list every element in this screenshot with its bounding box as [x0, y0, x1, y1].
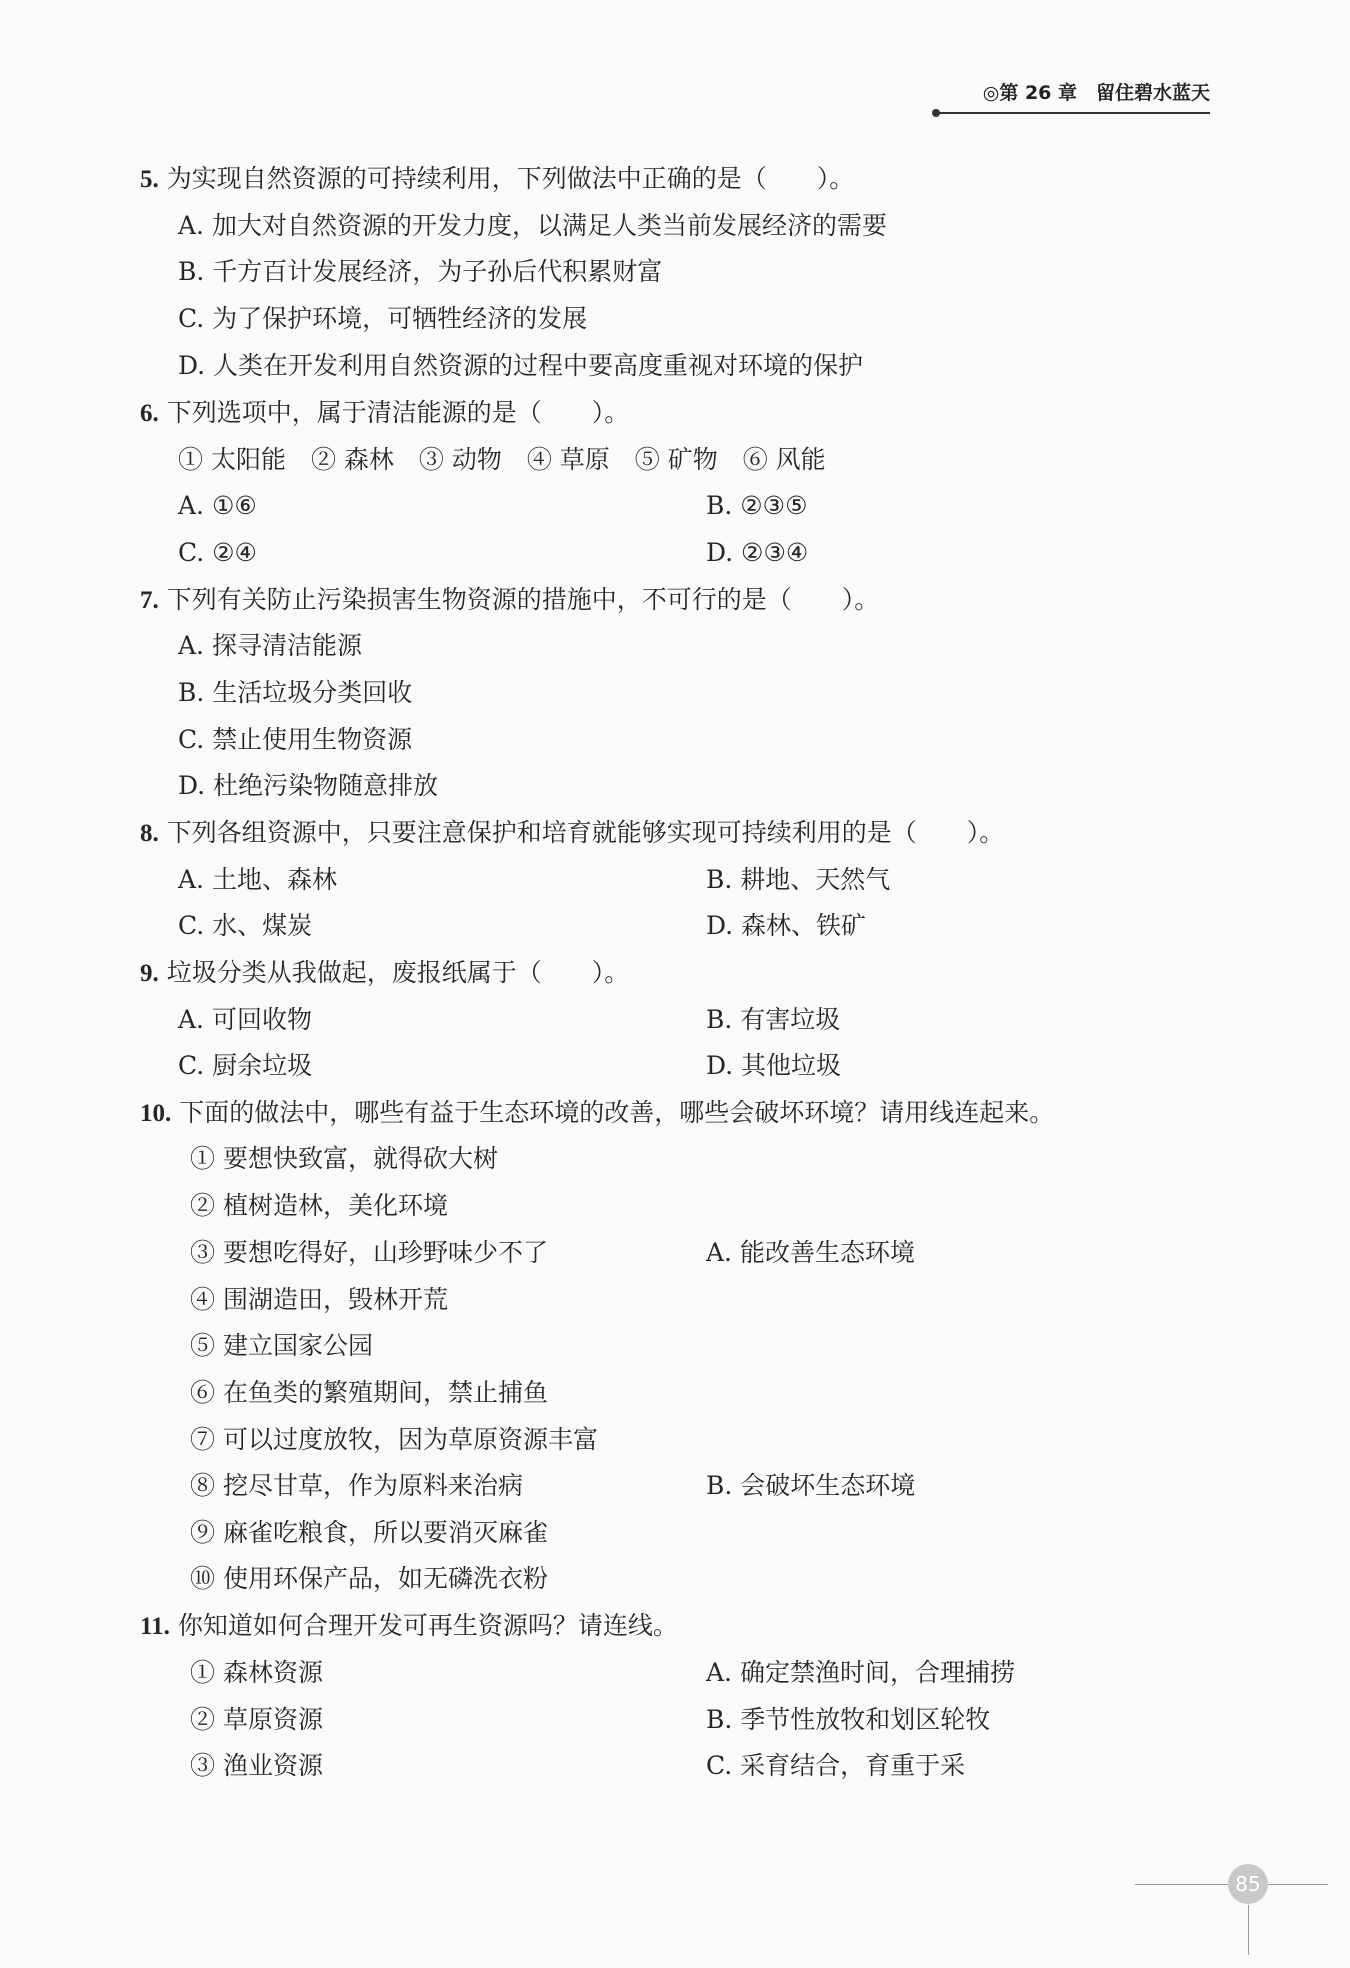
page-number-rule-left: [1135, 1884, 1230, 1885]
question-9-stem: [140, 957, 629, 990]
q5-option-b: B. 千方百计发展经济，为子孙后代积累财富: [178, 257, 663, 286]
q5-option-d: D. 人类在开发利用自然资源的过程中要高度重视对环境的保护: [178, 351, 864, 380]
question-8-number: 8.: [140, 820, 159, 847]
q11-target-b: B. 季节性放牧和划区轮牧: [706, 1705, 991, 1734]
q5-option-c: C. 为了保护环境，可牺牲经济的发展: [178, 304, 588, 333]
q7-option-c: C. 禁止使用生物资源: [178, 725, 413, 754]
q7-option-b: B. 生活垃圾分类回收: [178, 678, 413, 707]
question-9-text: 垃圾分类从我做起，废报纸属于（ ）。: [166, 958, 630, 987]
question-5-stem: [140, 163, 854, 196]
q10-target-b: B. 会破坏生态环境: [706, 1471, 916, 1500]
q10-item-7: ⑦ 可以过度放牧，因为草原资源丰富: [190, 1425, 598, 1454]
question-10-text: 下面的做法中，哪些有益于生态环境的改善，哪些会破坏环境？请用线连起来。: [179, 1098, 1055, 1127]
q11-item-2: ② 草原资源: [190, 1705, 323, 1734]
q10-item-9: ⑨ 麻雀吃粮食，所以要消灭麻雀: [190, 1518, 548, 1547]
question-10-stem: [140, 1097, 1054, 1130]
q10-item-4: ④ 围湖造田，毁林开荒: [190, 1285, 448, 1314]
q10-item-5: ⑤ 建立国家公园: [190, 1331, 373, 1360]
question-7-number: 7.: [140, 587, 159, 614]
question-9-number: 9.: [140, 960, 159, 987]
question-11-stem: [140, 1610, 678, 1643]
question-7-text: 下列有关防止污染损害生物资源的措施中，不可行的是（ ）。: [166, 585, 880, 614]
q7-option-a: A. 探寻清洁能源: [178, 631, 362, 660]
q8-option-a: A. 土地、森林: [178, 865, 337, 894]
q10-item-2: ② 植树造林，美化环境: [190, 1191, 448, 1220]
page-number: 85: [1228, 1864, 1268, 1904]
q6-option-c: C. ②④: [178, 538, 257, 567]
question-10-number: 10.: [140, 1100, 172, 1127]
q10-item-6: ⑥ 在鱼类的繁殖期间，禁止捕鱼: [190, 1378, 548, 1407]
q11-target-c: C. 采育结合，育重于采: [706, 1751, 966, 1780]
question-11-text: 你知道如何合理开发可再生资源吗？请连线。: [177, 1611, 678, 1640]
q6-option-a: A. ①⑥: [178, 491, 257, 520]
question-6-stem: [140, 397, 629, 430]
q9-option-d: D. 其他垃圾: [706, 1051, 842, 1080]
q8-option-b: B. 耕地、天然气: [706, 865, 891, 894]
q10-item-3: ③ 要想吃得好，山珍野味少不了: [190, 1238, 548, 1267]
q11-item-3: ③ 渔业资源: [190, 1751, 323, 1780]
question-5-number: 5.: [140, 166, 159, 193]
q9-option-a: A. 可回收物: [178, 1005, 312, 1034]
question-6-number: 6.: [140, 400, 159, 427]
q6-option-d: D. ②③④: [706, 538, 809, 567]
q7-option-d: D. 杜绝污染物随意排放: [178, 771, 439, 800]
q5-option-a: A. 加大对自然资源的开发力度，以满足人类当前发展经济的需要: [178, 211, 887, 240]
q9-option-c: C. 厨余垃圾: [178, 1051, 313, 1080]
question-8-text: 下列各组资源中，只要注意保护和培育就能够实现可持续利用的是（ ）。: [166, 818, 1005, 847]
q9-option-b: B. 有害垃圾: [706, 1005, 841, 1034]
q10-item-1: ① 要想快致富，就得砍大树: [190, 1144, 498, 1173]
q6-items: ① 太阳能 ② 森林 ③ 动物 ④ 草原 ⑤ 矿物 ⑥ 风能: [178, 445, 826, 474]
q10-target-a: A. 能改善生态环境: [706, 1238, 915, 1267]
question-11-number: 11.: [140, 1613, 170, 1640]
question-6-text: 下列选项中，属于清洁能源的是（ ）。: [166, 398, 630, 427]
q8-option-d: D. 森林、铁矿: [706, 911, 867, 940]
question-7-stem: [140, 584, 879, 617]
question-8-stem: [140, 817, 1004, 850]
page-number-rule-vertical: [1248, 1905, 1249, 1955]
q11-item-1: ① 森林资源: [190, 1658, 323, 1687]
q10-item-10: ⑩ 使用环保产品，如无磷洗衣粉: [190, 1564, 548, 1593]
q10-item-8: ⑧ 挖尽甘草，作为原料来治病: [190, 1471, 523, 1500]
header-rule: [938, 112, 1210, 114]
q11-target-a: A. 确定禁渔时间，合理捕捞: [706, 1658, 1015, 1687]
q6-option-b: B. ②③⑤: [706, 491, 808, 520]
chapter-header: ◎第 26 章 留住碧水蓝天: [982, 82, 1210, 104]
question-5-text: 为实现自然资源的可持续利用，下列做法中正确的是（ ）。: [166, 164, 855, 193]
q8-option-c: C. 水、煤炭: [178, 911, 313, 940]
page-number-rule-right: [1268, 1884, 1328, 1885]
